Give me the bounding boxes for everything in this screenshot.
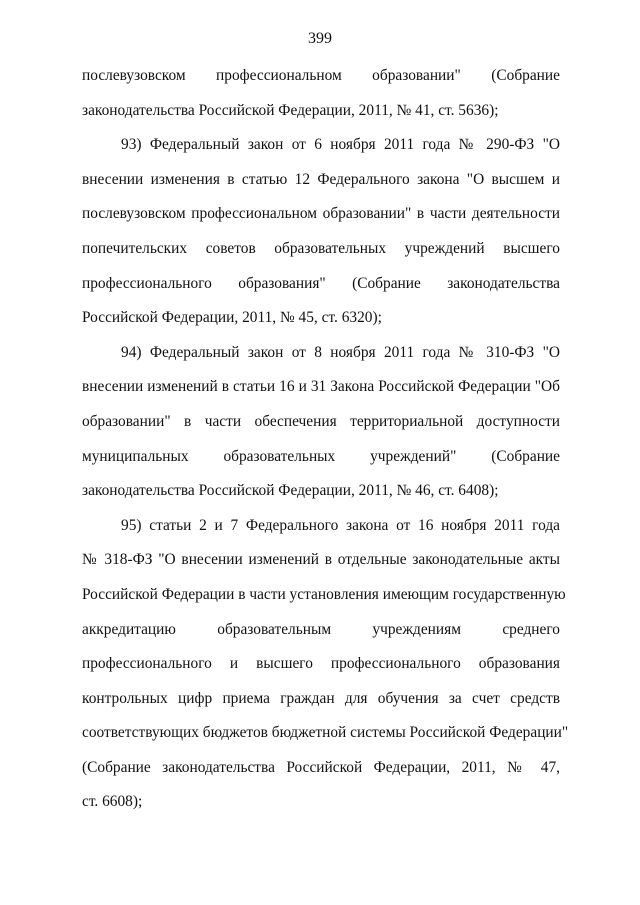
text-line: попечительских советов образовательных учреждений высшего xyxy=(82,239,560,257)
text-line: муниципальных образовательных учреждений" (Собрание xyxy=(82,447,560,465)
list-item-94-start: 94) Федеральный закон от 8 ноября 2011 года № 310-ФЗ "О xyxy=(121,343,560,361)
text-line: внесении изменений в статьи 16 и 31 Закона Российской Федерации "Об xyxy=(82,378,560,396)
text-line: послевузовском профессиональном образовании" (Собрание xyxy=(82,67,560,84)
document-body xyxy=(82,61,569,822)
text-line: Российской Федерации, 2011, № 45, ст. 6320); xyxy=(82,309,382,327)
list-item-95-start: 95) статьи 2 и 7 Федерального закона от 16 ноября 2011 года xyxy=(121,516,560,534)
page-number: 399 xyxy=(308,30,332,47)
list-item-93-start: 93) Федеральный закон от 6 ноября 2011 года № 290-ФЗ "О xyxy=(121,136,560,154)
text-line: ст. 6608); xyxy=(82,793,143,811)
text-line: законодательства Российской Федерации, 2011, № 41, ст. 5636); xyxy=(82,101,499,119)
text-line: Российской Федерации в части установления имеющим государственную xyxy=(82,585,566,603)
text-line: № 318-ФЗ "О внесении изменений в отдельные законодательные акты xyxy=(82,551,560,569)
text-line: внесении изменения в статью 12 Федерального закона "О высшем и xyxy=(82,170,560,188)
text-line: образовании" в части обеспечения территориальной доступности xyxy=(82,412,560,430)
text-line: профессионального образования" (Собрание законодательства xyxy=(82,274,560,292)
text-line: законодательства Российской Федерации, 2011, № 46, ст. 6408); xyxy=(82,482,499,500)
text-line: контрольных цифр приема граждан для обучения за счет средств xyxy=(82,689,560,707)
text-line: профессионального и высшего профессионального образования xyxy=(82,655,560,673)
text-line: аккредитацию образовательным учреждениям среднего xyxy=(82,620,560,638)
text-line: послевузовском профессиональном образовании" в части деятельности xyxy=(82,205,560,223)
text-line: (Собрание законодательства Российской Федерации, 2011, № 47, xyxy=(82,758,560,776)
text-line: соответствующих бюджетов бюджетной системы Российской Федерации" xyxy=(82,724,569,742)
